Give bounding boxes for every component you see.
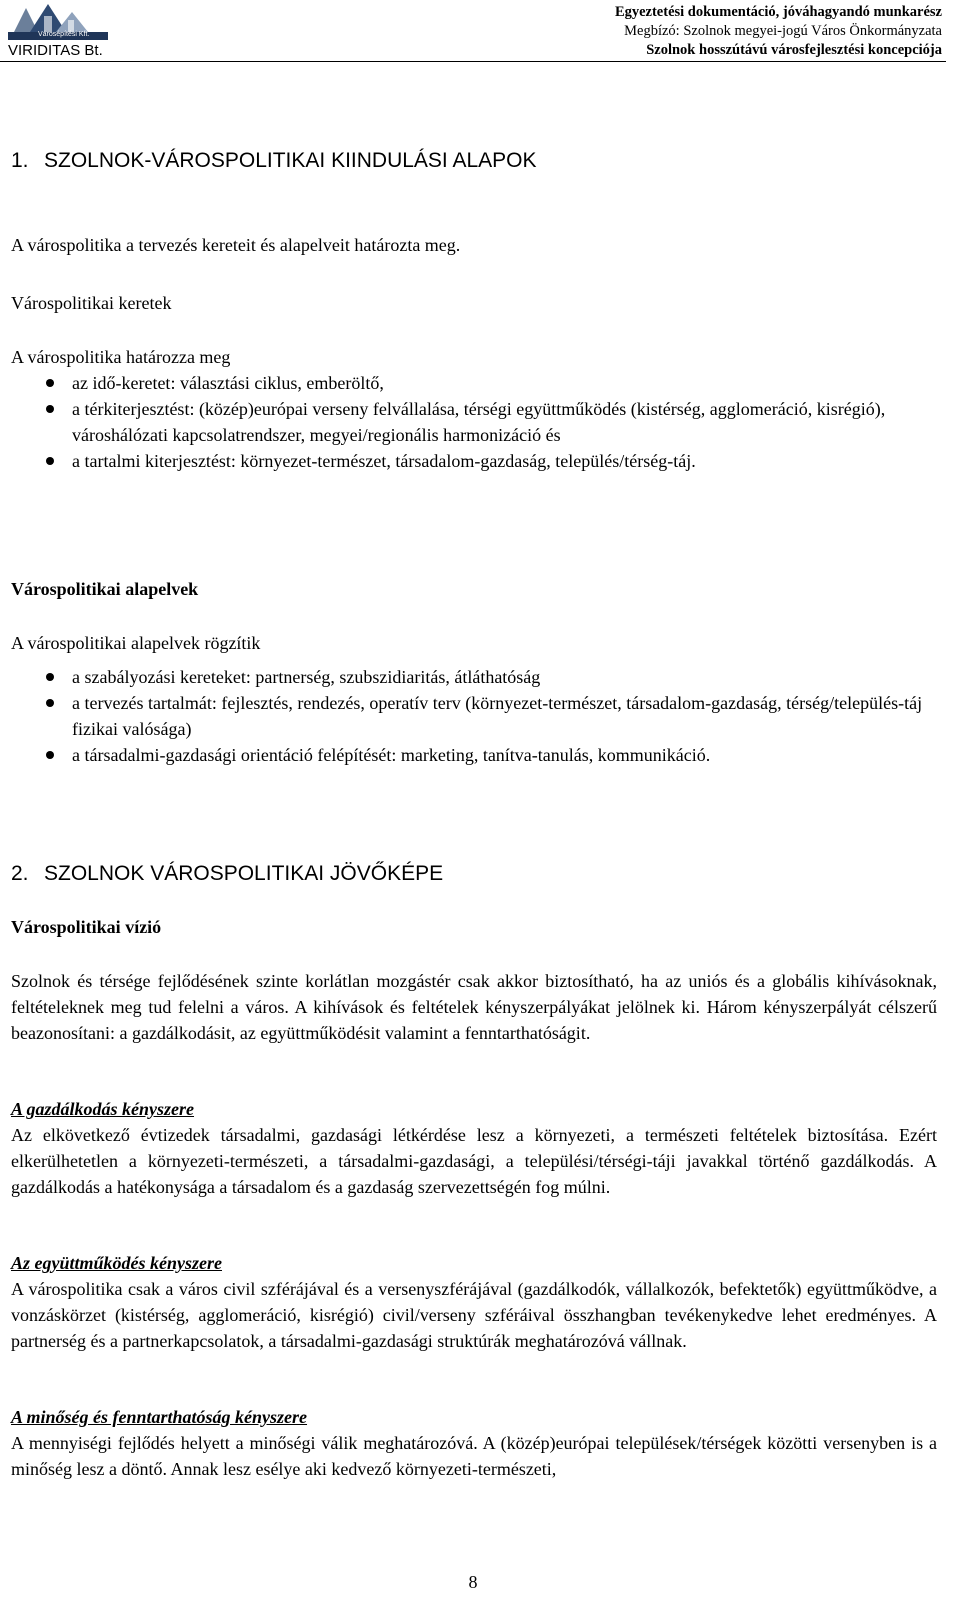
list-item-text: a szabályozási kereteket: partnerség, szubszidiaritás, átláthatóság (72, 667, 541, 687)
egyuttmukodes-paragraph: A várospolitika csak a város civil szférájával és a versenyszférájával (gazdálkodók, vállalkozók, befektetők) együttműködve, a vonzáskörzet (kistérség, agglomeráció, kisrégió) civil/verseny szféráival összhangban tevékenykedve lehet eredményes. A partnerség és a partnerkapcsolatok, a társadalmi-gazdasági struktúrák meghatározóvá vállnak. (11, 1279, 937, 1351)
list-item-text: a társadalmi-gazdasági orientáció felépítését: marketing, tanítva-tanulás, kommunikáció. (72, 745, 711, 765)
section-1-title (11, 148, 937, 174)
list-item (11, 396, 937, 448)
gazdalkodas-heading: A gazdálkodás kényszere (11, 1099, 195, 1119)
section-1-intro: A várospolitika a tervezés kereteit és alapelveit határozta meg. (11, 235, 461, 255)
egyuttmukodes-heading: Az együttműködés kényszere (11, 1253, 222, 1273)
bullet-icon (46, 457, 54, 465)
minoseg-heading: A minőség és fenntarthatóság kényszere (11, 1407, 308, 1427)
vizio-heading: Várospolitikai vízió (11, 917, 162, 937)
header-divider (0, 61, 946, 62)
page-number: 8 (468, 1572, 478, 1592)
header-info (615, 3, 942, 60)
bullet-icon (46, 699, 54, 707)
list-item (11, 742, 937, 768)
keretek-lead: A várospolitika határozza meg (11, 347, 231, 367)
section-1-number: 1. (11, 149, 29, 172)
section-2-number: 2. (11, 862, 29, 885)
list-item (11, 370, 937, 396)
vizio-paragraph: Szolnok és térsége fejlődésének szinte korlátlan mozgástér csak akkor biztosítható, ha az uniós és a globális kihívásoknak, feltételeknek meg tud felelni a város. A kihívások és feltételek kényszerpályákat jelölnek ki. Három kényszerpályát célszerű beazonosítani: a gazdálkodásit, az együttműködésit valamint a fenntarthatóságit. (11, 971, 937, 1043)
list-item (11, 448, 937, 474)
bullet-icon (46, 405, 54, 413)
bullet-icon (46, 379, 54, 387)
minoseg-paragraph: A mennyiségi fejlődés helyett a minőségi válik meghatározóvá. A (közép)európai települések/térségek közötti versenyben is a minőség lesz a döntő. Annak lesz esélye aki kedvező környezeti-természeti, (11, 1433, 937, 1479)
alapelvek-list (11, 664, 937, 768)
bullet-icon (46, 751, 54, 759)
section-1-title-text: SZOLNOK-VÁROSPOLITIKAI KIINDULÁSI ALAPOK (44, 149, 537, 172)
list-item (11, 690, 937, 742)
list-item-text: a térkiterjesztést: (közép)európai verseny felvállalása, térségi együttműködés (kistérség, agglomeráció, kisrégió), városhálózati kapcsolatrendszer, megyei/regionális harmonizáció és (72, 399, 886, 445)
alapelvek-lead: A várospolitikai alapelvek rögzítik (11, 633, 261, 653)
header-document-type: Egyeztetési dokumentáció, jóváhagyandó munkarész (614, 4, 942, 20)
header-project: Szolnok hosszútávú városfejlesztési koncepciója (646, 42, 942, 58)
list-item-text: a tervezés tartalmát: fejlesztés, rendezés, operatív terv (környezet-természet, társadalom-gazdaság, térség/település-táj fizikai valósága) (72, 693, 923, 739)
list-item-text: a tartalmi kiterjesztést: környezet-természet, társadalom-gazdaság, település/térség-táj. (72, 451, 696, 471)
keretek-heading: Várospolitikai keretek (11, 293, 172, 313)
logo-banner-text: Városépítési Kft. (38, 31, 90, 38)
list-item-text: az idő-keretet: választási ciklus, emberöltő, (72, 373, 384, 393)
keretek-list (11, 370, 937, 474)
company-logo (8, 2, 108, 40)
bullet-icon (46, 673, 54, 681)
section-2-title-text: SZOLNOK VÁROSPOLITIKAI JÖVŐKÉPE (44, 862, 444, 885)
company-name: VIRIDITAS Bt. (8, 42, 103, 59)
page-header (0, 0, 960, 64)
alapelvek-heading: Várospolitikai alapelvek (11, 579, 199, 599)
header-client: Megbízó: Szolnok megyei-jogú Város Önkormányzata (624, 23, 942, 39)
gazdalkodas-paragraph: Az elkövetkező évtizedek társadalmi, gazdasági létkérdése lesz a környezeti, a természeti feltételek biztosítása. Ezért elkerülhetetlen a környezeti-természeti, a társadalmi-gazdasági, a települési/térségi-táji javakkal történő gazdálkodás. A gazdálkodás a hatékonysága a társadalom és a gazdaság szervezettségén fog múlni. (11, 1125, 937, 1197)
list-item (11, 664, 937, 690)
section-2-title (11, 861, 937, 887)
